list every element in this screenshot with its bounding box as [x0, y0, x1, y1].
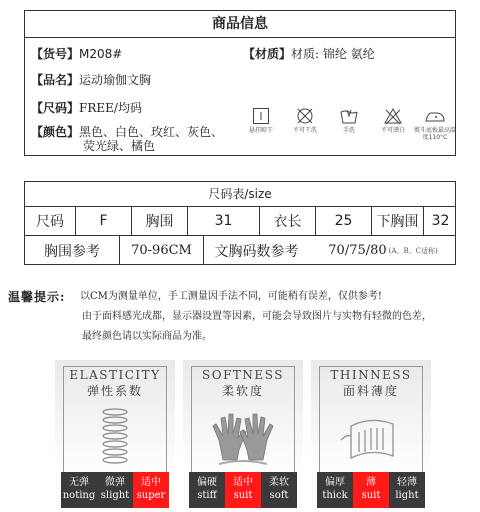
size-label: 【尺码】 [31, 101, 80, 115]
card-title-en: SOFTNESS [202, 368, 284, 382]
table-cell [309, 236, 457, 265]
table-cell: 文胸码数参考 [203, 236, 309, 265]
level-en: suit [233, 490, 253, 501]
care-label: 手洗 [342, 127, 355, 134]
card-title-zh: 面料薄度 [342, 384, 399, 398]
card-title-en: ELASTICITY [69, 368, 161, 382]
size-table [24, 181, 456, 265]
table-cell: 胸围参考 [44, 243, 100, 260]
level-zh: 无弹 [69, 477, 89, 488]
elasticity-card [55, 360, 175, 510]
care-item [239, 107, 283, 134]
notice-line: 由于面料感光成都，显示器设置等因素，可能会导致图片与实物有轻微的色差， [82, 311, 432, 322]
table-cell: 70-96CM [119, 236, 203, 265]
notice-heading: 温馨提示: [8, 290, 66, 304]
size-value: FREE/均码 [79, 101, 142, 115]
softness-card [183, 360, 303, 510]
size-table-row [25, 236, 455, 265]
level-en: suit [361, 490, 381, 501]
hang-dry-icon [252, 107, 270, 125]
table-cell: 32 [423, 207, 457, 235]
product-name-label: 【品名】 [31, 73, 80, 87]
material-label: 【材质】 [243, 47, 292, 61]
size-row [31, 101, 142, 115]
level-zh: 微弹 [105, 477, 125, 488]
care-item [413, 107, 457, 141]
hands-icon [183, 404, 303, 464]
care-label: 悬挂晾干 [248, 127, 273, 134]
table-cell: 衣长 [259, 207, 315, 235]
fabric-icon [311, 404, 431, 464]
care-item [283, 107, 327, 134]
care-item [327, 107, 371, 134]
hand-wash-icon [339, 107, 359, 125]
no-bleach-icon [383, 107, 403, 125]
color-label: 【颜色】 [31, 125, 80, 139]
product-info-box [24, 10, 456, 156]
product-name-row [31, 73, 151, 87]
colors-line1: 黑色、白色、玫红、灰色、 [79, 125, 224, 139]
size-table-row [25, 207, 455, 236]
level-badge-active [225, 472, 261, 508]
table-cell: 31 [187, 207, 259, 235]
care-label: 不可漂白 [380, 127, 405, 134]
care-item [371, 107, 415, 134]
care-label: 不可干洗 [292, 127, 317, 134]
level-en: noting [62, 490, 96, 501]
level-zh: 适中 [233, 477, 253, 488]
item-no-row [31, 47, 122, 61]
level-en: thick [322, 490, 348, 501]
level-badge-active [353, 472, 389, 508]
level-en: slight [100, 490, 130, 501]
level-badge [317, 472, 353, 508]
level-badge [261, 472, 297, 508]
card-title-en: THINNESS [330, 368, 412, 382]
table-cell: 25 [315, 207, 371, 235]
level-en: soft [269, 490, 289, 501]
spring-icon [55, 404, 175, 464]
level-zh: 柔软 [269, 477, 289, 488]
level-en: super [136, 490, 166, 501]
level-badge-active [133, 472, 169, 508]
notice-line: 以CM为测量单位，手工测量因手法不同，可能稍有误差，仅供参考! [80, 291, 382, 302]
notice-line: 最终颜色请以实际商品为准。 [82, 331, 212, 342]
table-cell: 胸围 [131, 207, 187, 235]
level-en: stiff [197, 490, 217, 501]
level-badge [61, 472, 97, 508]
no-dry-clean-icon [296, 107, 314, 125]
level-zh: 轻薄 [397, 477, 417, 488]
item-no-label: 【货号】 [31, 47, 80, 61]
table-cell: 尺码 [36, 214, 64, 230]
material-row [243, 47, 375, 61]
level-badge [389, 472, 425, 508]
card-title-zh: 柔软度 [221, 384, 264, 398]
level-zh: 偏硬 [197, 477, 217, 488]
level-zh: 适中 [141, 477, 161, 488]
level-badge [97, 472, 133, 508]
bra-size-value: 70/75/80 [328, 243, 387, 258]
colors-line2: 荧光绿、橘色 [83, 139, 156, 153]
table-cell: F [75, 207, 131, 235]
iron-low-icon [424, 107, 446, 125]
level-zh: 薄 [366, 477, 376, 488]
level-badge [189, 472, 225, 508]
bra-size-note: (A、B、C适称) [388, 246, 438, 255]
product-info-title: 商品信息 [25, 11, 455, 38]
thinness-card [311, 360, 431, 510]
level-zh: 偏厚 [325, 477, 345, 488]
level-en: light [395, 490, 419, 501]
color-row [31, 125, 223, 139]
card-title-zh: 弹性系数 [86, 384, 143, 398]
product-name-value: 运动瑜伽文胸 [79, 73, 152, 87]
item-no-value: M208# [79, 47, 123, 61]
size-table-caption: 尺码表/size [25, 182, 455, 207]
material-value: 材质: 锦纶 氨纶 [291, 47, 375, 61]
care-label: 熨斗底板最高温度110°C [413, 127, 456, 141]
table-cell: 下胸围 [371, 207, 423, 235]
